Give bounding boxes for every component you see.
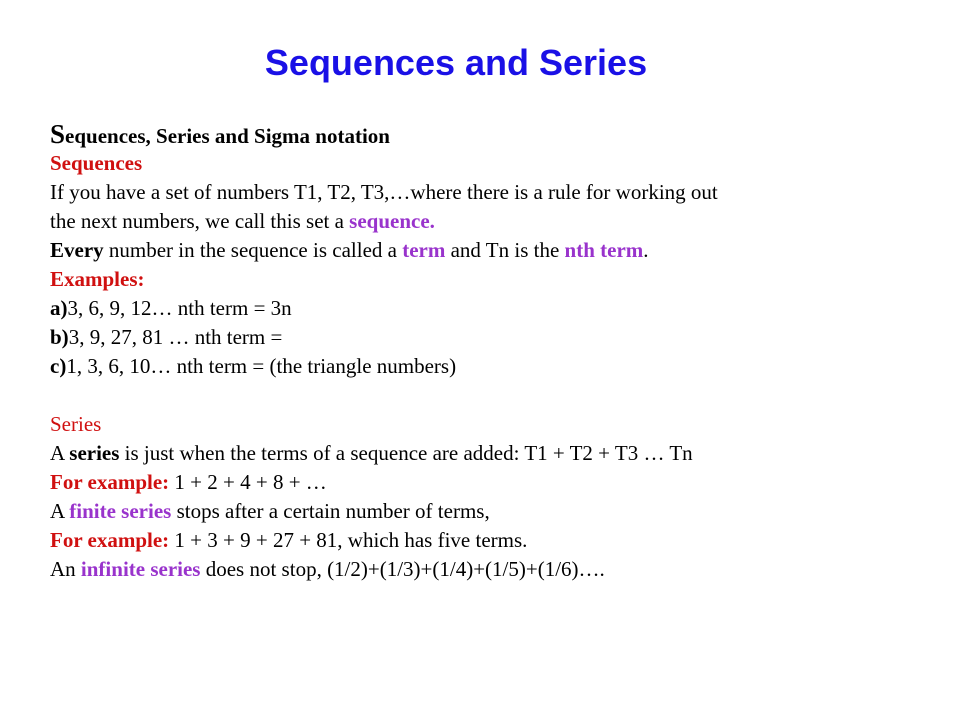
- finite-series-keyword: finite series: [69, 499, 172, 523]
- term-keyword: term: [402, 238, 446, 262]
- nth-term-keyword: nth term: [564, 238, 644, 262]
- example-c: [50, 352, 930, 381]
- text-run: is just when the terms of a sequence are added: T1 + T2 + T3 … Tn: [119, 441, 693, 465]
- page-title: Sequences and Series: [264, 42, 648, 83]
- example-text: 3, 9, 27, 81 … nth term =: [68, 325, 283, 349]
- example-letter: a): [50, 296, 68, 320]
- every-keyword: Every: [50, 238, 104, 262]
- series-example-1: [50, 468, 930, 497]
- text-run: number in the sequence is called a: [103, 238, 403, 262]
- infinite-series-keyword: infinite series: [80, 557, 201, 581]
- spacer: [50, 381, 930, 410]
- sequences-paragraph-line-1: If you have a set of numbers T1, T2, T3,…where there is a rule for working out: [50, 180, 718, 204]
- series-example-2: [50, 526, 930, 555]
- text-run: A: [50, 499, 70, 523]
- finite-series-line: [50, 497, 930, 526]
- text-run: A: [50, 441, 70, 465]
- example-text: 1 + 2 + 4 + 8 + …: [169, 470, 327, 494]
- text-run: stops after a certain number of terms,: [171, 499, 490, 523]
- examples-label: Examples:: [50, 267, 145, 291]
- example-a: [50, 294, 930, 323]
- text-run: does not stop, (1/2)+(1/3)+(1/4)+(1/5)+(1/6)….: [200, 557, 605, 581]
- section-heading: [50, 120, 930, 149]
- example-text: 1, 3, 6, 10… nth term = (the triangle numbers): [66, 354, 457, 378]
- infinite-series-line: [50, 555, 930, 584]
- text-run: and Tn is the: [445, 238, 565, 262]
- heading-first-letter: S: [50, 119, 66, 149]
- term-definition-line: [50, 236, 930, 265]
- example-text: 1 + 3 + 9 + 27 + 81, which has five terms.: [169, 528, 528, 552]
- series-label: Series: [50, 412, 102, 436]
- sequences-label: Sequences: [50, 151, 143, 175]
- heading-rest: equences, Series and Sigma notation: [65, 124, 390, 148]
- text-run: An: [50, 557, 81, 581]
- text-run: .: [643, 238, 649, 262]
- series-definition-line: [50, 439, 930, 468]
- slide-body: [50, 120, 930, 584]
- example-letter: b): [50, 325, 69, 349]
- for-example-label: For example:: [50, 528, 170, 552]
- example-b: [50, 323, 930, 352]
- example-letter: c): [50, 354, 67, 378]
- series-keyword: series: [69, 441, 120, 465]
- sequence-keyword: sequence.: [349, 209, 435, 233]
- sequences-paragraph-line-2: [50, 207, 930, 236]
- example-text: 3, 6, 9, 12… nth term = 3n: [67, 296, 292, 320]
- for-example-label: For example:: [50, 470, 170, 494]
- text-run: the next numbers, we call this set a: [50, 209, 350, 233]
